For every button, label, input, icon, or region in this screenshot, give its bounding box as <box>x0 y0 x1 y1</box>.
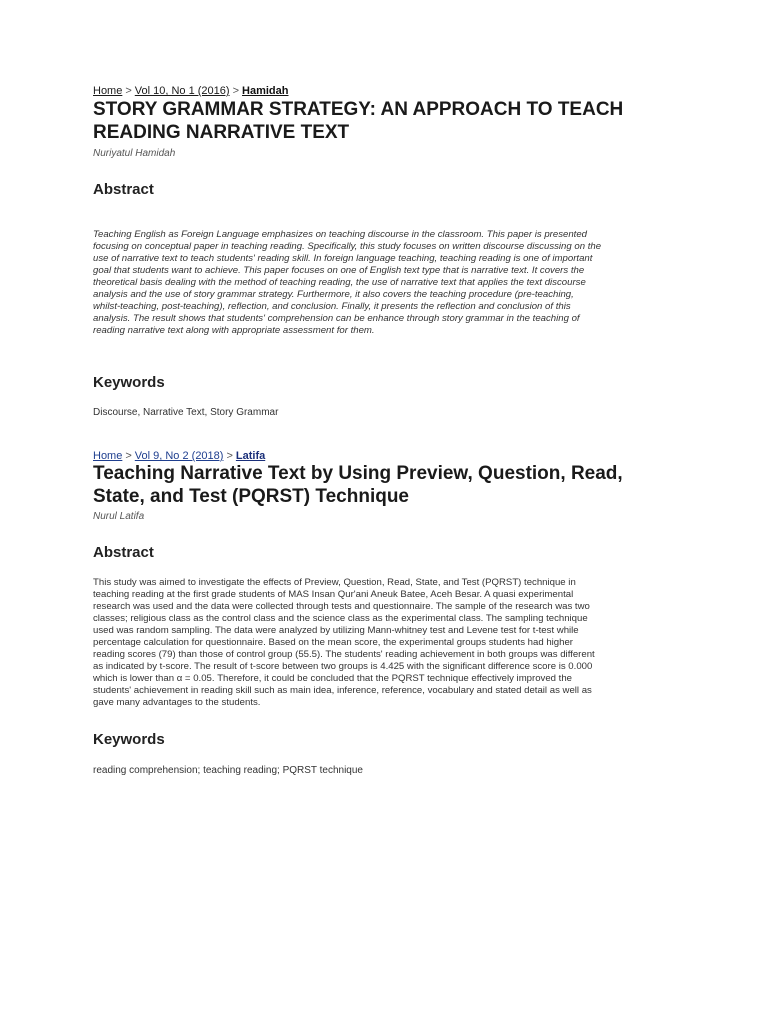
keywords-text: reading comprehension; teaching reading; PQRST technique <box>93 765 363 776</box>
breadcrumb <box>93 84 288 98</box>
article-title <box>93 98 693 144</box>
article-title <box>93 462 693 508</box>
abstract-line: analysis and the use of story grammar strategy. Furthermore, it also covers the teaching procedure (pre-teaching, <box>93 289 574 300</box>
abstract-line: use of narrative text to teach students' reading skill. In foreign language teaching, teaching reading is one of important <box>93 253 593 264</box>
abstract-text <box>93 229 693 337</box>
breadcrumb-separator: > <box>226 450 233 462</box>
abstract-line: classes; religious class as the control class and the science class as the experimental class. The sampling technique <box>93 613 588 624</box>
breadcrumb-home-link[interactable]: Home <box>93 85 123 97</box>
abstract-line: percentage calculation for questionnaire. Based on the mean score, the experimental groups students had higher <box>93 637 573 648</box>
abstract-line: Teaching English as Foreign Language emphasizes on teaching discourse in the classroom. This paper is presented <box>93 229 588 240</box>
breadcrumb-current-link[interactable]: Hamidah <box>242 85 289 97</box>
abstract-line: theoretical basis dealing with the method of teaching reading, the use of narrative text that applies the text discourse <box>93 277 586 288</box>
article-title-line: STORY GRAMMAR STRATEGY: AN APPROACH TO TEACH <box>93 99 624 120</box>
abstract-line: used was random sampling. The data were analyzed by utilizing Mann-whitney test and Levene test for t-test while <box>93 625 579 636</box>
abstract-line: This study was aimed to investigate the effects of Preview, Question, Read, State, and Test (PQRST) technique in <box>93 577 576 588</box>
breadcrumb-separator: > <box>125 450 132 462</box>
breadcrumb-separator: > <box>232 85 240 97</box>
article-title-line: Teaching Narrative Text by Using Preview, Question, Read, <box>93 463 623 484</box>
breadcrumb-issue-link[interactable]: Vol 10, No 1 (2016) <box>134 85 230 97</box>
abstract-line: students' achievement in reading skill such as main idea, inference, reference, vocabulary and stated detail as well as <box>93 685 592 696</box>
abstract-heading: Abstract <box>93 544 154 561</box>
abstract-line: reading scores (79) than those of control group (55.5). The students' reading achievement in both groups was different <box>93 649 595 660</box>
abstract-line: reading narrative text along with appropriate assessment for them. <box>93 325 375 336</box>
article-title-line: State, and Test (PQRST) Technique <box>93 486 409 507</box>
keywords-heading: Keywords <box>93 731 165 748</box>
abstract-line: research was used and the data were collected through tests and questionnaire. The sample of the research was two <box>93 601 590 612</box>
article-author: Nuriyatul Hamidah <box>93 148 176 159</box>
breadcrumb-current-link[interactable]: Latifa <box>235 450 266 462</box>
abstract-line: goal that students want to achieve. This paper focuses on one of English text type that is narrative text. It covers the <box>93 265 585 276</box>
breadcrumb-issue-link[interactable]: Vol 9, No 2 (2018) <box>134 450 224 462</box>
article-title-line: READING NARRATIVE TEXT <box>93 122 350 143</box>
keywords-text: Discourse, Narrative Text, Story Grammar <box>93 407 279 418</box>
keywords-heading: Keywords <box>93 374 165 391</box>
article-author: Nurul Latifa <box>93 511 145 522</box>
abstract-line: analysis. The result shows that students' comprehension can be enhance through story grammar in the teaching of <box>93 313 580 324</box>
abstract-text <box>93 577 693 709</box>
breadcrumb <box>93 449 265 463</box>
abstract-line: teaching reading at the first grade students of MAS Insan Qur'ani Aneuk Batee, Aceh Besar. A quasi experimental <box>93 589 574 600</box>
abstract-line: focusing on conceptual paper in teaching reading. Specifically, this study focuses on written discourse discussing on the <box>93 241 602 252</box>
breadcrumb-home-link[interactable]: Home <box>93 450 123 462</box>
abstract-line: which is lower than α = 0.05. Therefore, it could be concluded that the PQRST technique effectively improved the <box>93 673 573 684</box>
abstract-line: gave many advantages to the students. <box>93 697 261 708</box>
breadcrumb-separator: > <box>125 85 132 97</box>
abstract-line: as indicated by t-score. The result of t-score between two groups is 4.425 with the significant difference score is 0.000 <box>93 661 593 672</box>
abstract-line: whilst-teaching, post-teaching), reflection, and conclusion. Finally, it presents the reflection and conclusion of this <box>93 301 571 312</box>
abstract-heading: Abstract <box>93 181 154 198</box>
